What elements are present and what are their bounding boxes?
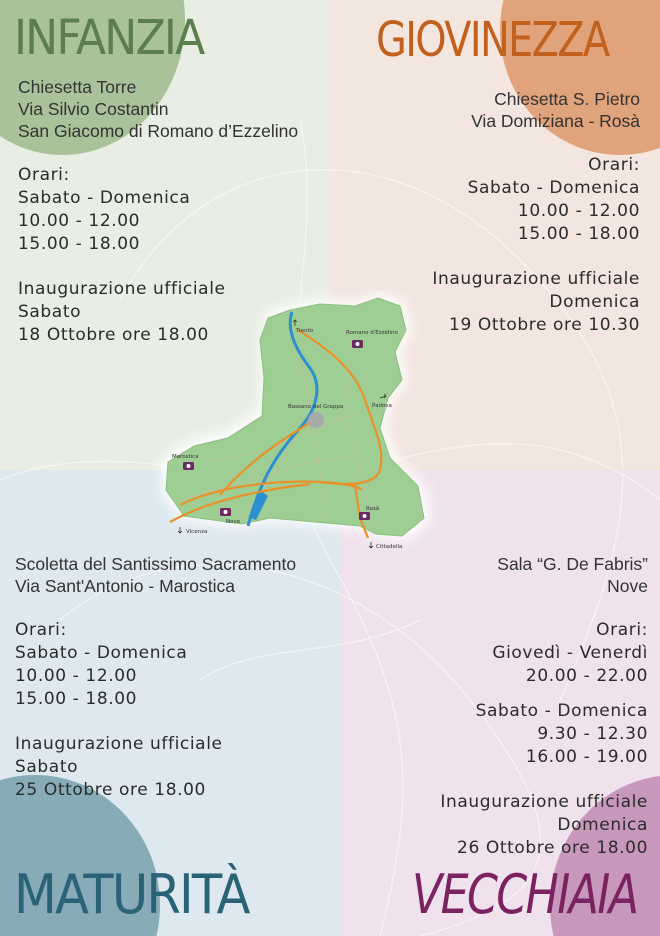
hours: 9.30 - 12.30 [537,724,648,744]
title-giovinezza: GIOVINEZZA [376,12,609,68]
inaugurazione-day: Sabato [15,757,79,777]
giovinezza-info [432,88,640,337]
address-line: Chiesetta S. Pietro [494,89,640,109]
infanzia-address [18,76,298,142]
hours: 20.00 - 22.00 [525,666,648,686]
vecchiaia-info [440,553,648,860]
inaugurazione-date: 19 Ottobre ore 10.30 [449,315,640,335]
place-vicenza: Vicenza [186,529,208,535]
hours: 15.00 - 18.00 [517,224,640,244]
address-line: Sala “G. De Fabris” [497,554,648,574]
address-line: Via Domiziana - Rosà [471,111,640,131]
inaugurazione-label: Inaugurazione ufficiale [18,279,226,299]
days: Sabato - Domenica [15,643,188,663]
hours: 10.00 - 12.00 [15,666,138,686]
title-maturita: MATURITÀ [14,863,249,926]
maturita-address [15,553,296,597]
address-line: Scoletta del Santissimo Sacramento [15,554,297,574]
title-infanzia: INFANZIA [14,10,204,66]
address-line: Nove [607,576,648,596]
orari-label: Orari: [18,165,70,185]
address-line: Via Sant'Antonio - Marostica [15,576,235,596]
orari-label: Orari: [15,620,67,640]
place-bassano: Bassano del Grappa [288,404,344,410]
inaugurazione-date: 25 Ottobre ore 18.00 [15,780,206,800]
address-line: San Giacomo di Romano d’Ezzelino [18,121,299,141]
maturita-info [15,553,296,802]
area-map [150,290,450,555]
inaugurazione-date: 26 Ottobre ore 18.00 [457,838,648,858]
hours: 10.00 - 12.00 [517,201,640,221]
place-marostica: Marostica [172,454,199,460]
place-rosa: Rosà [366,506,380,512]
place-trento: Trento [296,328,314,334]
place-padova: Padova [372,403,392,409]
vecchiaia-address [440,553,648,597]
place-romano: Romano d'Ezzelino [346,330,398,336]
hours: 10.00 - 12.00 [18,211,141,231]
inaugurazione-label: Inaugurazione ufficiale [15,734,223,754]
inaugurazione-day: Domenica [557,815,648,835]
inaugurazione-label: Inaugurazione ufficiale [432,269,640,289]
title-vecchiaia: VECCHIAIA [412,863,638,926]
orari-label: Orari: [596,620,648,640]
hours: 16.00 - 19.00 [525,747,648,767]
address-line: Chiesetta Torre [18,77,137,97]
bassano-marker [308,412,324,428]
days: Sabato - Domenica [467,178,640,198]
inaugurazione-label: Inaugurazione ufficiale [440,792,648,812]
place-cittadella: Cittadella [376,544,403,550]
days: Sabato - Domenica [18,188,191,208]
giovinezza-address [432,88,640,132]
inaugurazione-day: Domenica [549,292,640,312]
hours: 15.00 - 18.00 [18,234,141,254]
hours: 15.00 - 18.00 [15,689,138,709]
days: Sabato - Domenica [475,701,648,721]
inaugurazione-day: Sabato [18,302,82,322]
address-line: Via Silvio Costantin [18,99,169,119]
days: Giovedì - Venerdì [492,643,648,663]
inaugurazione-date: 18 Ottobre ore 18.00 [18,325,209,345]
orari-label: Orari: [588,155,640,175]
place-nove: Nove [226,519,241,525]
